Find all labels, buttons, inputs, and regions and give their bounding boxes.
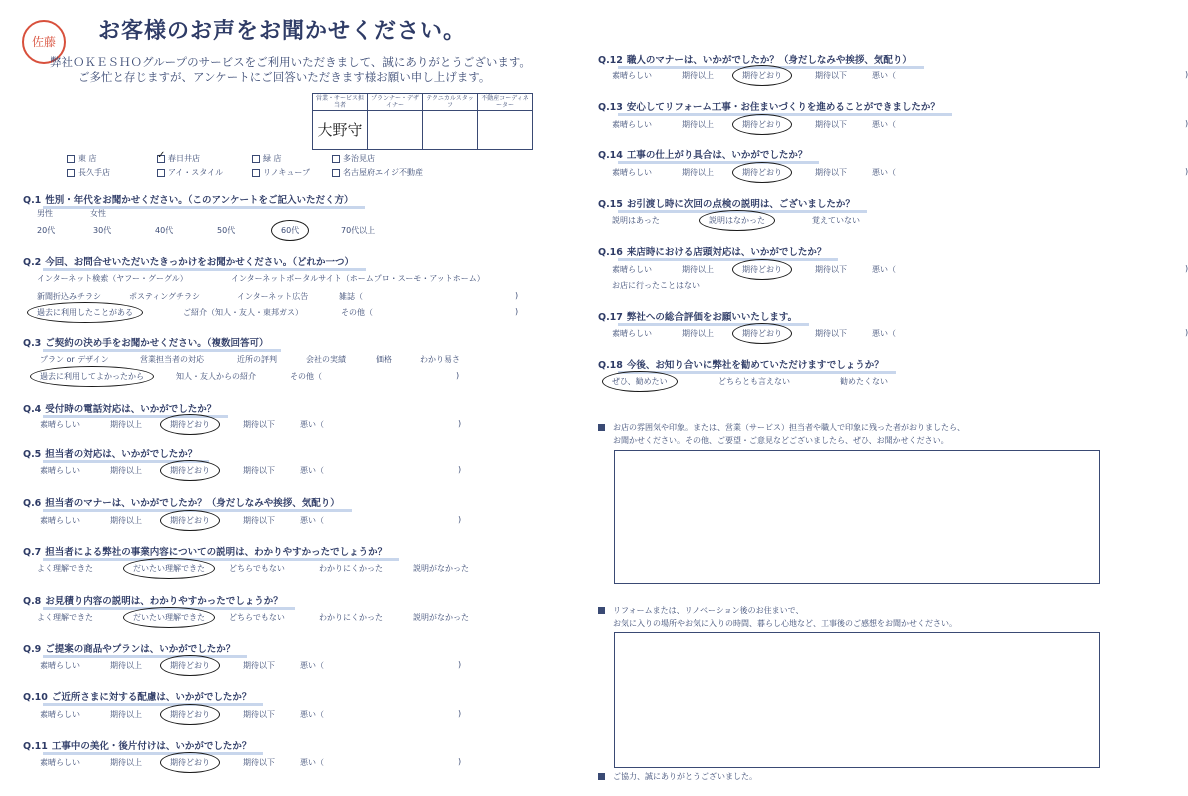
answer-option[interactable]: 素晴らしい [612, 168, 652, 177]
question-q5: Q.5 担当者の対応は、いかがでしたか？ [23, 446, 197, 460]
answer-option[interactable]: ご紹介（知人・友人・東邦ガス） [183, 308, 303, 317]
staff-header: 営業・サービス担当者 [313, 94, 368, 111]
answer-option-selected[interactable]: 説明はなかった [709, 216, 765, 225]
store-option[interactable]: 緑 店 [252, 153, 332, 164]
answer-option-selected[interactable]: 過去に利用してよかったから [40, 372, 144, 381]
thanks-text: ご協力、誠にありがとうございました。 [598, 770, 757, 783]
checkbox-icon[interactable] [332, 155, 340, 163]
answer-option[interactable]: 期待以上 [682, 265, 714, 274]
answer-option[interactable]: 悪い（ [872, 329, 896, 338]
answer-option-selected[interactable]: 期待どおり [742, 120, 782, 129]
answer-option[interactable]: どちらでもない [229, 613, 285, 622]
question-q2: Q.2 今回、お問合せいただいたきっかけをお聞かせください。（どれか一つ） [23, 254, 354, 268]
answer-option[interactable]: その他（ [290, 372, 322, 381]
answer-option[interactable]: わかり易さ [420, 355, 460, 364]
answer-option[interactable]: 期待以上 [110, 516, 142, 525]
page-title: お客様のお声をお聞かせください。 [98, 19, 467, 44]
answer-option[interactable]: 期待以上 [682, 120, 714, 129]
question-q17: Q.17 弊社への総合評価をお願いいたします。 [598, 309, 797, 323]
answer-option-selected[interactable]: 期待どおり [170, 466, 210, 475]
answer-option[interactable]: 雑誌（ [339, 292, 363, 301]
answer-option[interactable]: 期待以下 [815, 120, 847, 129]
answer-option-selected[interactable]: 期待どおり [170, 758, 210, 767]
answer-option[interactable]: 悪い（ [872, 120, 896, 129]
answer-option[interactable]: 近所の評判 [237, 355, 277, 364]
answer-option[interactable]: どちらとも言えない [718, 377, 790, 386]
answer-option[interactable]: ) [515, 307, 519, 316]
store-option[interactable]: 多治見店 [332, 153, 452, 164]
answer-option[interactable]: わかりにくかった [319, 613, 383, 622]
intro-text: 弊社ＯＫＥＳＨＯグループのサービスをご利用いただきまして、誠にありがとうございます。 ご多忙と存じますが、アンケートにご回答いただきます様お願い申し上げます。 [50, 55, 531, 84]
answer-option-selected[interactable]: だいたい理解できた [133, 613, 205, 622]
square-bullet-icon [598, 773, 605, 780]
answer-option[interactable]: 女性 [90, 209, 106, 218]
checkbox-icon[interactable] [67, 155, 75, 163]
answer-option[interactable]: ) [456, 371, 460, 380]
question-q16: Q.16 来店時における店頭対応は、いかがでしたか？ [598, 244, 826, 258]
answer-option[interactable]: 50代 [217, 226, 236, 235]
answer-option[interactable]: 素晴らしい [612, 120, 652, 129]
answer-option[interactable]: プラン or デザイン [40, 355, 109, 364]
answer-option[interactable]: 期待以上 [682, 329, 714, 338]
answer-option[interactable]: ポスティングチラシ [129, 292, 201, 301]
answer-option[interactable]: 説明はあった [612, 216, 660, 225]
answer-option[interactable]: ) [458, 465, 462, 474]
answer-option-selected[interactable]: だいたい理解できた [133, 564, 205, 573]
answer-option[interactable]: 期待以下 [243, 466, 275, 475]
answer-option[interactable]: 期待以上 [110, 420, 142, 429]
answer-option[interactable]: インターネットポータルサイト（ホームプロ・スーモ・アットホーム） [231, 274, 485, 283]
question-q12: Q.12 職人のマナーは、いかがでしたか？（身だしなみや挨拶、気配り） [598, 52, 912, 66]
answer-option[interactable]: 会社の実績 [306, 355, 346, 364]
answer-option-selected[interactable]: 期待どおり [170, 516, 210, 525]
answer-option[interactable]: 期待以上 [110, 661, 142, 670]
answer-option[interactable]: 期待以下 [815, 71, 847, 80]
question-q7: Q.7 担当者による弊社の事業内容についての説明は、わかりやすかったでしょうか？ [23, 544, 387, 558]
answer-option[interactable]: 素晴らしい [40, 466, 80, 475]
answer-option[interactable]: ) [1185, 264, 1188, 273]
store-option[interactable]: 名古屋府エイジ不動産 [332, 167, 452, 178]
answer-option[interactable]: 期待以下 [243, 758, 275, 767]
answer-option[interactable]: わかりにくかった [319, 564, 383, 573]
answer-option[interactable]: 悪い（ [872, 168, 896, 177]
answer-option[interactable]: 説明がなかった [413, 564, 469, 573]
answer-option[interactable]: その他（ [341, 308, 373, 317]
answer-option-selected[interactable]: 過去に利用したことがある [37, 308, 133, 317]
checkbox-icon[interactable] [252, 169, 260, 177]
store-option[interactable]: ✓ 春日井店 [157, 149, 200, 163]
question-q9: Q.9 ご提案の商品やプランは、いかがでしたか？ [23, 641, 235, 655]
answer-option[interactable]: 70代以上 [341, 226, 376, 235]
answer-option[interactable]: 素晴らしい [612, 329, 652, 338]
checkbox-checked-icon[interactable]: ✓ [157, 149, 166, 161]
answer-option[interactable]: 悪い（ [300, 710, 324, 719]
answer-option[interactable]: インターネット広告 [237, 292, 309, 301]
answer-option[interactable]: 期待以下 [243, 661, 275, 670]
question-q15: Q.15 お引渡し時に次回の点検の説明は、ございましたか？ [598, 196, 855, 210]
answer-option[interactable]: ) [458, 515, 462, 524]
comment1-prompt: お店の雰囲気や印象。または、営業（サービス）担当者や職人で印象に残った者がおりましたら、 お聞かせください。その他、ご要望・ご意見などございましたら、ぜひ、お聞かせください。 [598, 421, 965, 447]
answer-option[interactable]: 30代 [93, 226, 112, 235]
answer-option[interactable]: 素晴らしい [40, 758, 80, 767]
answer-option[interactable]: 素晴らしい [40, 661, 80, 670]
answer-option[interactable]: 新聞折込みチラシ [37, 292, 101, 301]
square-bullet-icon [598, 424, 605, 431]
answer-option[interactable]: 期待以上 [682, 71, 714, 80]
store-option[interactable]: 長久手店 [67, 167, 157, 178]
answer-option[interactable]: ) [1185, 119, 1188, 128]
answer-option[interactable]: 期待以下 [243, 710, 275, 719]
checkbox-icon[interactable] [67, 169, 75, 177]
question-q10: Q.10 ご近所さまに対する配慮は、いかがでしたか？ [23, 689, 251, 703]
answer-option[interactable]: 期待以下 [243, 420, 275, 429]
answer-option[interactable]: 20代 [37, 226, 56, 235]
answer-option[interactable]: 素晴らしい [612, 265, 652, 274]
question-q4: Q.4 受付時の電話対応は、いかがでしたか？ [23, 401, 216, 415]
answer-option-selected[interactable]: 期待どおり [742, 329, 782, 338]
question-q1: Q.1 性別・年代をお聞かせください。（このアンケートをご記入いただく方） [23, 192, 353, 206]
answer-option-selected[interactable]: ぜひ、勧めたい [612, 377, 668, 386]
answer-option-selected[interactable]: 期待どおり [170, 420, 210, 429]
staff-planner-field[interactable] [368, 111, 423, 150]
answer-option[interactable]: ) [1185, 167, 1188, 176]
answer-option[interactable]: 期待以下 [815, 265, 847, 274]
question-q6: Q.6 担当者のマナーは、いかがでしたか？（身だしなみや挨拶、気配り） [23, 495, 340, 509]
answer-option[interactable]: 期待以上 [110, 466, 142, 475]
answer-option-selected[interactable]: 期待どおり [742, 168, 782, 177]
store-option[interactable]: アイ・スタイル [157, 167, 252, 178]
answer-option[interactable]: どちらでもない [229, 564, 285, 573]
staff-header: テクニカルスタッフ [423, 94, 478, 111]
staff-sales-field[interactable]: 大野守 [313, 111, 368, 150]
answer-option[interactable]: お店に行ったことはない [612, 281, 700, 290]
comment2-textarea[interactable] [614, 632, 1100, 768]
store-option[interactable]: 東 店 [67, 153, 157, 164]
question-q8: Q.8 お見積り内容の説明は、わかりやすかったでしょうか？ [23, 593, 283, 607]
answer-option-selected[interactable]: 期待どおり [170, 661, 210, 670]
comment2-prompt: リフォームまたは、リノベーション後のお住まいで、 お気に入りの場所やお気に入りの時間、暮らし心地など、工事後のご感想をお聞かせください。 [598, 604, 957, 630]
answer-option-selected[interactable]: 期待どおり [742, 265, 782, 274]
answer-option[interactable]: 説明がなかった [413, 613, 469, 622]
answer-option-selected[interactable]: 期待どおり [742, 71, 782, 80]
answer-option[interactable]: 悪い（ [872, 265, 896, 274]
staff-tech-field[interactable] [423, 111, 478, 150]
answer-option[interactable]: ) [458, 419, 462, 428]
checkbox-icon[interactable] [252, 155, 260, 163]
answer-option[interactable]: 価格 [376, 355, 392, 364]
answer-option[interactable]: 素晴らしい [612, 71, 652, 80]
answer-option[interactable]: 40代 [155, 226, 174, 235]
question-q13: Q.13 安心してリフォーム工事・お住まいづくりを進めることができましたか？ [598, 99, 940, 113]
answer-option[interactable]: 期待以上 [682, 168, 714, 177]
answer-option[interactable]: 期待以上 [110, 710, 142, 719]
checkbox-icon[interactable] [157, 169, 165, 177]
answer-option[interactable]: 知人・友人からの紹介 [176, 372, 256, 381]
answer-option[interactable]: 男性 [37, 209, 53, 218]
answer-option[interactable]: 期待以上 [110, 758, 142, 767]
answer-option[interactable]: ) [1185, 70, 1188, 79]
answer-option[interactable]: 悪い（ [300, 466, 324, 475]
answer-option[interactable]: 勧めたくない [840, 377, 888, 386]
answer-option[interactable]: ) [458, 757, 462, 766]
answer-option[interactable]: 悪い（ [872, 71, 896, 80]
answer-option[interactable]: 期待以下 [815, 168, 847, 177]
answer-option[interactable]: よく理解できた [37, 564, 93, 573]
answer-option[interactable]: ) [1185, 328, 1188, 337]
staff-header: 不動産コーディネーター [478, 94, 533, 111]
answer-option[interactable]: ) [515, 291, 519, 300]
answer-option-selected[interactable]: 期待どおり [170, 710, 210, 719]
answer-option[interactable]: 期待以下 [243, 516, 275, 525]
store-checklist [67, 149, 452, 178]
store-option[interactable]: リノキューブ [252, 167, 332, 178]
answer-option[interactable]: 素晴らしい [40, 420, 80, 429]
answer-option[interactable]: ) [458, 709, 462, 718]
question-q14: Q.14 工事の仕上がり具合は、いかがでしたか？ [598, 147, 807, 161]
square-bullet-icon [598, 607, 605, 614]
answer-option[interactable]: 素晴らしい [40, 516, 80, 525]
question-q11: Q.11 工事中の美化・後片付けは、いかがでしたか？ [23, 738, 251, 752]
answer-option[interactable]: 期待以下 [815, 329, 847, 338]
answer-option[interactable]: 覚えていない [812, 216, 860, 225]
answer-option[interactable]: 素晴らしい [40, 710, 80, 719]
answer-option[interactable]: 悪い（ [300, 758, 324, 767]
checkbox-icon[interactable] [332, 169, 340, 177]
answer-option[interactable]: ) [458, 660, 462, 669]
staff-realestate-field[interactable] [478, 111, 533, 150]
staff-table [312, 93, 533, 150]
answer-option[interactable]: インターネット検索（ヤフー・グーグル） [37, 274, 188, 283]
staff-header: プランナー・デザイナー [368, 94, 423, 111]
answer-option[interactable]: 営業担当者の対応 [140, 355, 204, 364]
answer-option[interactable]: 悪い（ [300, 420, 324, 429]
seal-stamp: 佐藤 [22, 20, 66, 64]
answer-option[interactable]: よく理解できた [37, 613, 93, 622]
question-q3: Q.3 ご契約の決め手をお聞かせください。（複数回答可） [23, 335, 269, 349]
answer-option-selected[interactable]: 60代 [281, 226, 300, 235]
answer-option[interactable]: 悪い（ [300, 516, 324, 525]
comment1-textarea[interactable] [614, 450, 1100, 584]
answer-option[interactable]: 悪い（ [300, 661, 324, 670]
question-q18: Q.18 今後、お知り合いに弊社を勧めていただけますでしょうか？ [598, 357, 884, 371]
